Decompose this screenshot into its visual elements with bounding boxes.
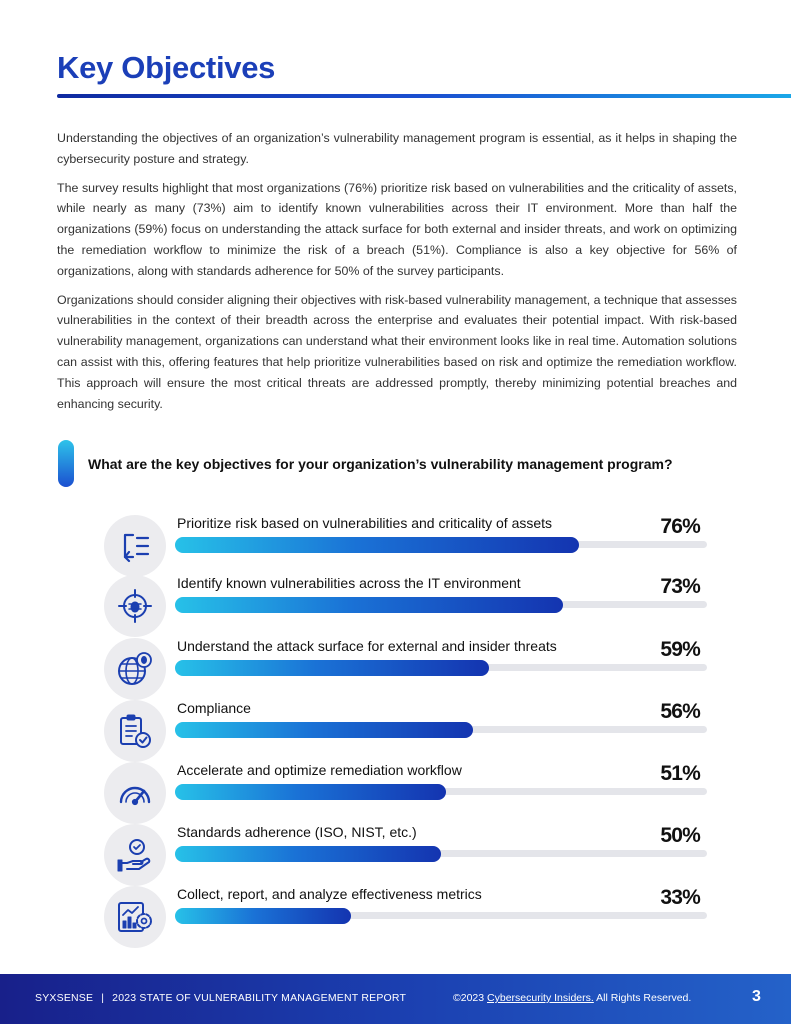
footer-copyright-year: ©2023 bbox=[453, 992, 485, 1004]
footer-publisher-link[interactable]: Cybersecurity Insiders. bbox=[487, 992, 594, 1004]
chart-row bbox=[104, 575, 714, 637]
bar-label: Accelerate and optimize remediation workflow bbox=[177, 762, 462, 778]
bar-value-label: 73% bbox=[660, 575, 700, 598]
chart-row bbox=[104, 886, 714, 948]
bar-value-label: 33% bbox=[660, 886, 700, 909]
bar-label: Prioritize risk based on vulnerabilities and criticality of assets bbox=[177, 515, 553, 531]
paragraph-3: Organizations should consider aligning their objectives with risk-based vulnerability management, a technique that assesses vulnerabilities in the context of their breadth across the enterprise and evaluates their potential impact. With risk-based vulnerability management, organizations can understand what their environment looks like in real time. Automation solutions can assist with this, offering features that help prioritize vulnerabilities based on risk and optimize the remediation workflow. This approach will ensure the most critical threats are addressed promptly, thereby minimizing potential breaches and enhancing security. bbox=[57, 292, 737, 411]
survey-question: What are the key objectives for your organization’s vulnerability management program? bbox=[88, 456, 673, 472]
clipboard-check-icon bbox=[117, 713, 153, 749]
footer-report-name: 2023 STATE OF VULNERABILITY MANAGEMENT REPORT bbox=[112, 992, 407, 1004]
row-icon-circle bbox=[104, 575, 166, 637]
row-icon-circle bbox=[104, 762, 166, 824]
paragraph-2: The survey results highlight that most organizations (76%) prioritize risk based on vulnerabilities and the criticality of assets, while nearly as many (73%) aim to identify known vulnerabilities across their IT environment. More than half the organizations (59%) focus on understanding the attack surface for both external and insider threats, and work on optimizing the remediation workflow to minimize the risk of a breach (51%). Compliance is also a key objective for 56% of organizations, along with standards adherence for 50% of the survey participants. bbox=[57, 180, 737, 278]
bug-target-icon bbox=[117, 588, 153, 624]
row-icon-circle bbox=[104, 700, 166, 762]
footer-separator: | bbox=[101, 992, 105, 1004]
analytics-gear-icon bbox=[117, 899, 153, 935]
priority-list-icon bbox=[117, 528, 153, 564]
bar bbox=[175, 722, 473, 738]
bar-label: Identify known vulnerabilities across the IT environment bbox=[177, 575, 521, 591]
page-footer bbox=[0, 974, 791, 1024]
footer-brand: SYXSENSE bbox=[35, 992, 94, 1004]
footer-rights: All Rights Reserved. bbox=[596, 992, 692, 1004]
bar-value-label: 59% bbox=[660, 638, 700, 661]
bar bbox=[175, 784, 446, 800]
globe-bug-icon bbox=[117, 651, 153, 687]
bar bbox=[175, 908, 351, 924]
bar-label: Standards adherence (ISO, NIST, etc.) bbox=[177, 824, 417, 840]
bar bbox=[175, 660, 489, 676]
footer-report-title bbox=[35, 992, 406, 1004]
bar-label: Compliance bbox=[177, 700, 251, 716]
bar bbox=[175, 597, 563, 613]
row-icon-circle bbox=[104, 638, 166, 700]
chart-row bbox=[104, 762, 714, 824]
hand-badge-icon bbox=[117, 837, 153, 873]
row-icon-circle bbox=[104, 824, 166, 886]
bar-label: Collect, report, and analyze effectiveness metrics bbox=[177, 886, 482, 902]
chart-row bbox=[104, 515, 714, 577]
chart-row bbox=[104, 700, 714, 762]
bar bbox=[175, 537, 579, 553]
bar-label: Understand the attack surface for external and insider threats bbox=[177, 638, 557, 654]
page-title: Key Objectives bbox=[57, 50, 276, 85]
bar-value-label: 76% bbox=[660, 515, 700, 538]
bar-value-label: 50% bbox=[660, 824, 700, 847]
chart-row bbox=[104, 638, 714, 700]
row-icon-circle bbox=[104, 515, 166, 577]
row-icon-circle bbox=[104, 886, 166, 948]
speedometer-icon bbox=[117, 775, 153, 811]
chart-row bbox=[104, 824, 714, 886]
bar bbox=[175, 846, 441, 862]
page-number: 3 bbox=[752, 988, 761, 1005]
bar-value-label: 51% bbox=[660, 762, 700, 785]
paragraph-1: Understanding the objectives of an organization’s vulnerability management program is essential, as it helps in shaping the cybersecurity posture and strategy. bbox=[57, 131, 737, 166]
bar-value-label: 56% bbox=[660, 700, 700, 723]
footer-copyright bbox=[453, 992, 691, 1004]
